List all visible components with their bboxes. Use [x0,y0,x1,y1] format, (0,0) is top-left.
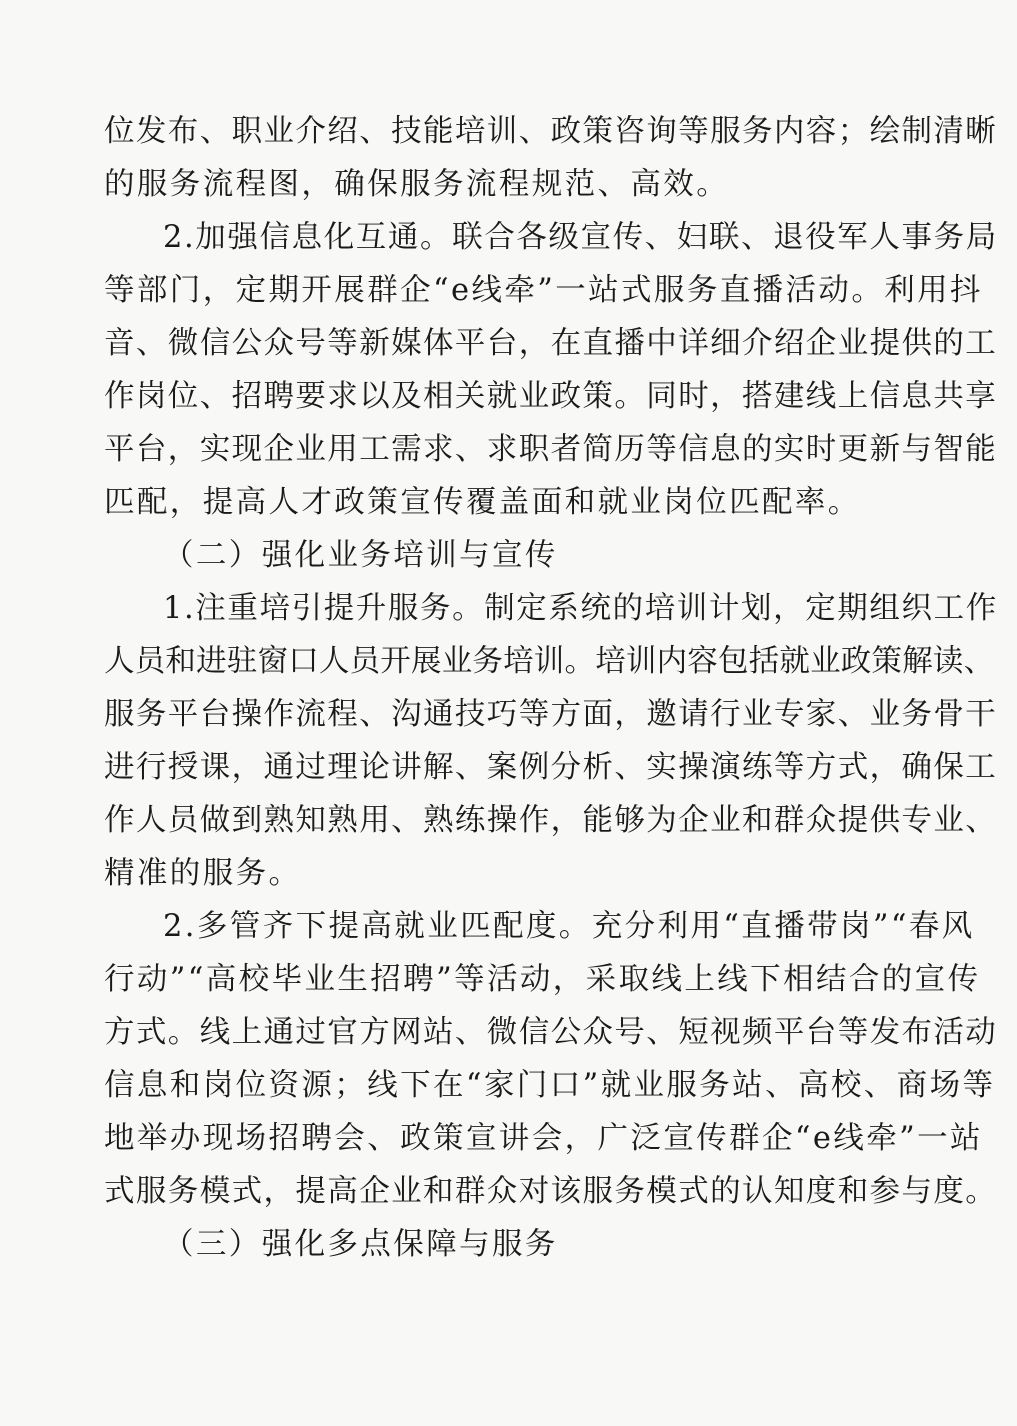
text-line: 人员和进驻窗口人员开展业务培训。培训内容包括就业政策解读、 [104,644,995,679]
text-line: 音、微信公众号等新媒体平台，在直播中详细介绍企业提供的工 [104,326,998,361]
paragraph-heading-line: 1.注重培引提升服务。制定系统的培训计划，定期组织工作 [163,591,998,626]
text-line: 的服务流程图，确保服务流程规范、高效。 [104,167,730,202]
text-line: 等部门，定期开展群企“e线牵”一站式服务直播活动。利用抖 [104,273,983,308]
text-line: 平台，实现企业用工需求、求职者简历等信息的实时更新与智能 [104,432,998,467]
text-line: 信息和岗位资源；线下在“家门口”就业服务站、高校、商场等 [104,1068,996,1103]
text-line: 作岗位、招聘要求以及相关就业政策。同时，搭建线上信息共享 [104,379,998,414]
text-line: 行动”“高校毕业生招聘”等活动，采取线上线下相结合的宣传 [104,962,981,997]
text-line: 精准的服务。 [104,856,302,891]
paragraph-heading-line: 2.加强信息化互通。联合各级宣传、妇联、退役军人事务局 [163,220,998,255]
text-line: 服务平台操作流程、沟通技巧等方面，邀请行业专家、业务骨干 [104,697,998,732]
paragraph-heading-line: 2.多管齐下提高就业匹配度。充分利用“直播带岗”“春风 [163,909,975,944]
section-heading: （二）强化业务培训与宣传 [163,538,558,573]
text-line: 匹配，提高人才政策宣传覆盖面和就业岗位匹配率。 [104,485,861,520]
text-line: 进行授课，通过理论讲解、案例分析、实操演练等方式，确保工 [104,750,998,785]
text-line: 地举办现场招聘会、政策宣讲会，广泛宣传群企“e线牵”一站 [104,1121,983,1156]
text-line: 式服务模式，提高企业和群众对该服务模式的认知度和参与度。 [104,1174,998,1209]
text-line: 方式。线上通过官方网站、微信公众号、短视频平台等发布活动 [104,1015,998,1050]
text-line: 位发布、职业介绍、技能培训、政策咨询等服务内容；绘制清晰 [104,114,998,149]
section-heading: （三）强化多点保障与服务 [163,1227,558,1262]
text-line: 作人员做到熟知熟用、熟练操作，能够为企业和群众提供专业、 [104,803,998,838]
